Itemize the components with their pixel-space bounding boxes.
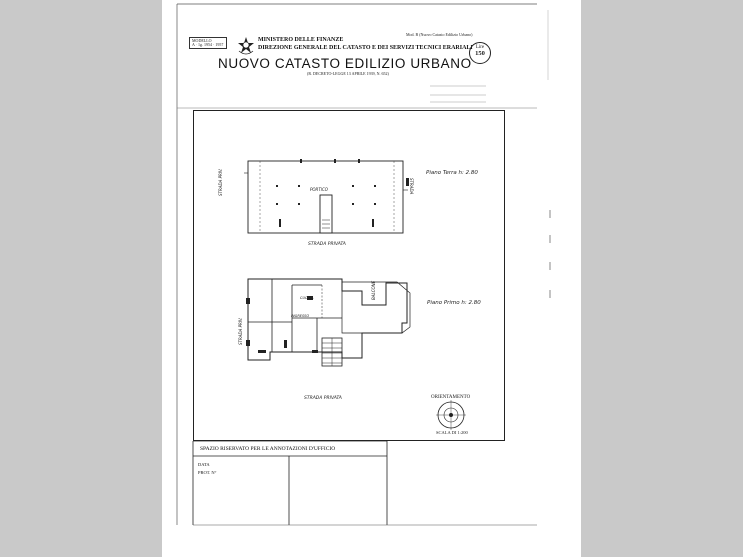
ingresso-label: INGRESSO: [291, 314, 310, 318]
first-floor-label: Piano Primo h: 2.80: [427, 300, 481, 306]
decree-reference: (R. DECRETO-LEGGE 13 APRILE 1939, N. 652): [307, 71, 389, 76]
protocol-label: PROT. N°: [198, 470, 217, 475]
modello-code: A · 1g. 1954 · 1957: [192, 42, 224, 47]
balcone-label: BALCONE: [371, 280, 376, 300]
scale-label: SCALA DI 1:200: [436, 430, 468, 435]
cucina-label: CUCINA: [300, 296, 314, 300]
ground-floor-label: Piano Terra h: 2.80: [426, 170, 478, 176]
price-value: 150: [475, 50, 485, 57]
document-page: [162, 0, 581, 557]
street-label-left-ground: STRADA PRIV.: [218, 168, 223, 196]
price-label: Lire: [475, 45, 485, 50]
document-title: NUOVO CATASTO EDILIZIO URBANO: [218, 56, 472, 71]
annotation-grid: [162, 0, 581, 557]
reserved-title: SPAZIO RISERVATO PER LE ANNOTAZIONI D'UFFICIO: [200, 446, 336, 452]
orientation-label: ORIENTAMENTO: [431, 395, 471, 400]
street-label-first: STRADA PRIVATA: [304, 396, 342, 401]
direction-name: DIREZIONE GENERALE DEL CATASTO E DEI SERVIZI TECNICI ERARIALI: [258, 45, 473, 51]
street-label-left-first: STRADA PRIV.: [238, 317, 243, 345]
form-reference: Mod. B (Nuovo Catasto Edilizio Urbano): [406, 32, 473, 37]
date-label: DATA: [198, 462, 210, 467]
portico-label: PORTICO: [310, 187, 328, 192]
street-label-right-ground: STRADA: [409, 178, 414, 195]
ministry-name: MINISTERO DELLE FINANZE: [258, 37, 344, 43]
modello-label: MODELLO: [192, 38, 212, 43]
street-label-ground: STRADA PRIVATA: [308, 242, 346, 247]
